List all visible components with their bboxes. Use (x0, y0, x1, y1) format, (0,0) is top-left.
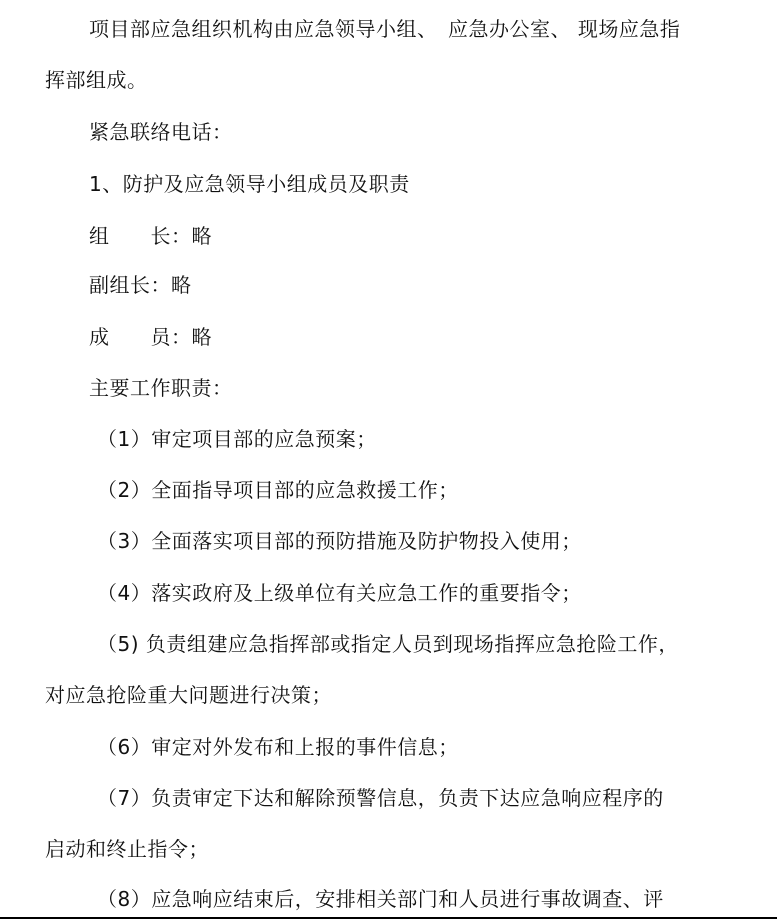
duty-item-continued: 启动和终止指令； (45, 837, 209, 861)
duty-item: （6）审定对外发布和上报的事件信息； (97, 735, 459, 759)
duty-item: （2）全面指导项目部的应急救援工作； (97, 478, 459, 502)
duties-heading: 主要工作职责： (89, 376, 233, 400)
paragraph-line: 项目部应急组织机构由应急领导小组、 应急办公室、 现场应急指 (89, 17, 681, 41)
duty-item-continued: 对应急抢险重大问题进行决策； (45, 683, 332, 707)
member-members: 成 员：略 (89, 325, 212, 349)
paragraph-line: 紧急联络电话： (89, 120, 233, 144)
duty-item: （4）落实政府及上级单位有关应急工作的重要指令； (97, 581, 582, 605)
duty-item: （3）全面落实项目部的预防措施及防护物投入使用； (97, 529, 582, 553)
duty-item: （1）审定项目部的应急预案； (97, 427, 377, 451)
page-bottom-rule (0, 917, 777, 919)
duty-item: （5) 负责组建应急指挥部或指定人员到现场指挥应急抢险工作， (97, 632, 679, 656)
section-heading: 1、防护及应急领导小组成员及职责 (89, 172, 410, 196)
duty-item: （7）负责审定下达和解除预警信息，负责下达应急响应程序的 (97, 786, 664, 810)
member-leader: 组 长：略 (89, 224, 212, 248)
paragraph-line: 挥部组成。 (45, 68, 148, 92)
duty-item: （8）应急响应结束后，安排相关部门和人员进行事故调查、评 (97, 887, 664, 911)
member-deputy: 副组长：略 (89, 273, 192, 297)
